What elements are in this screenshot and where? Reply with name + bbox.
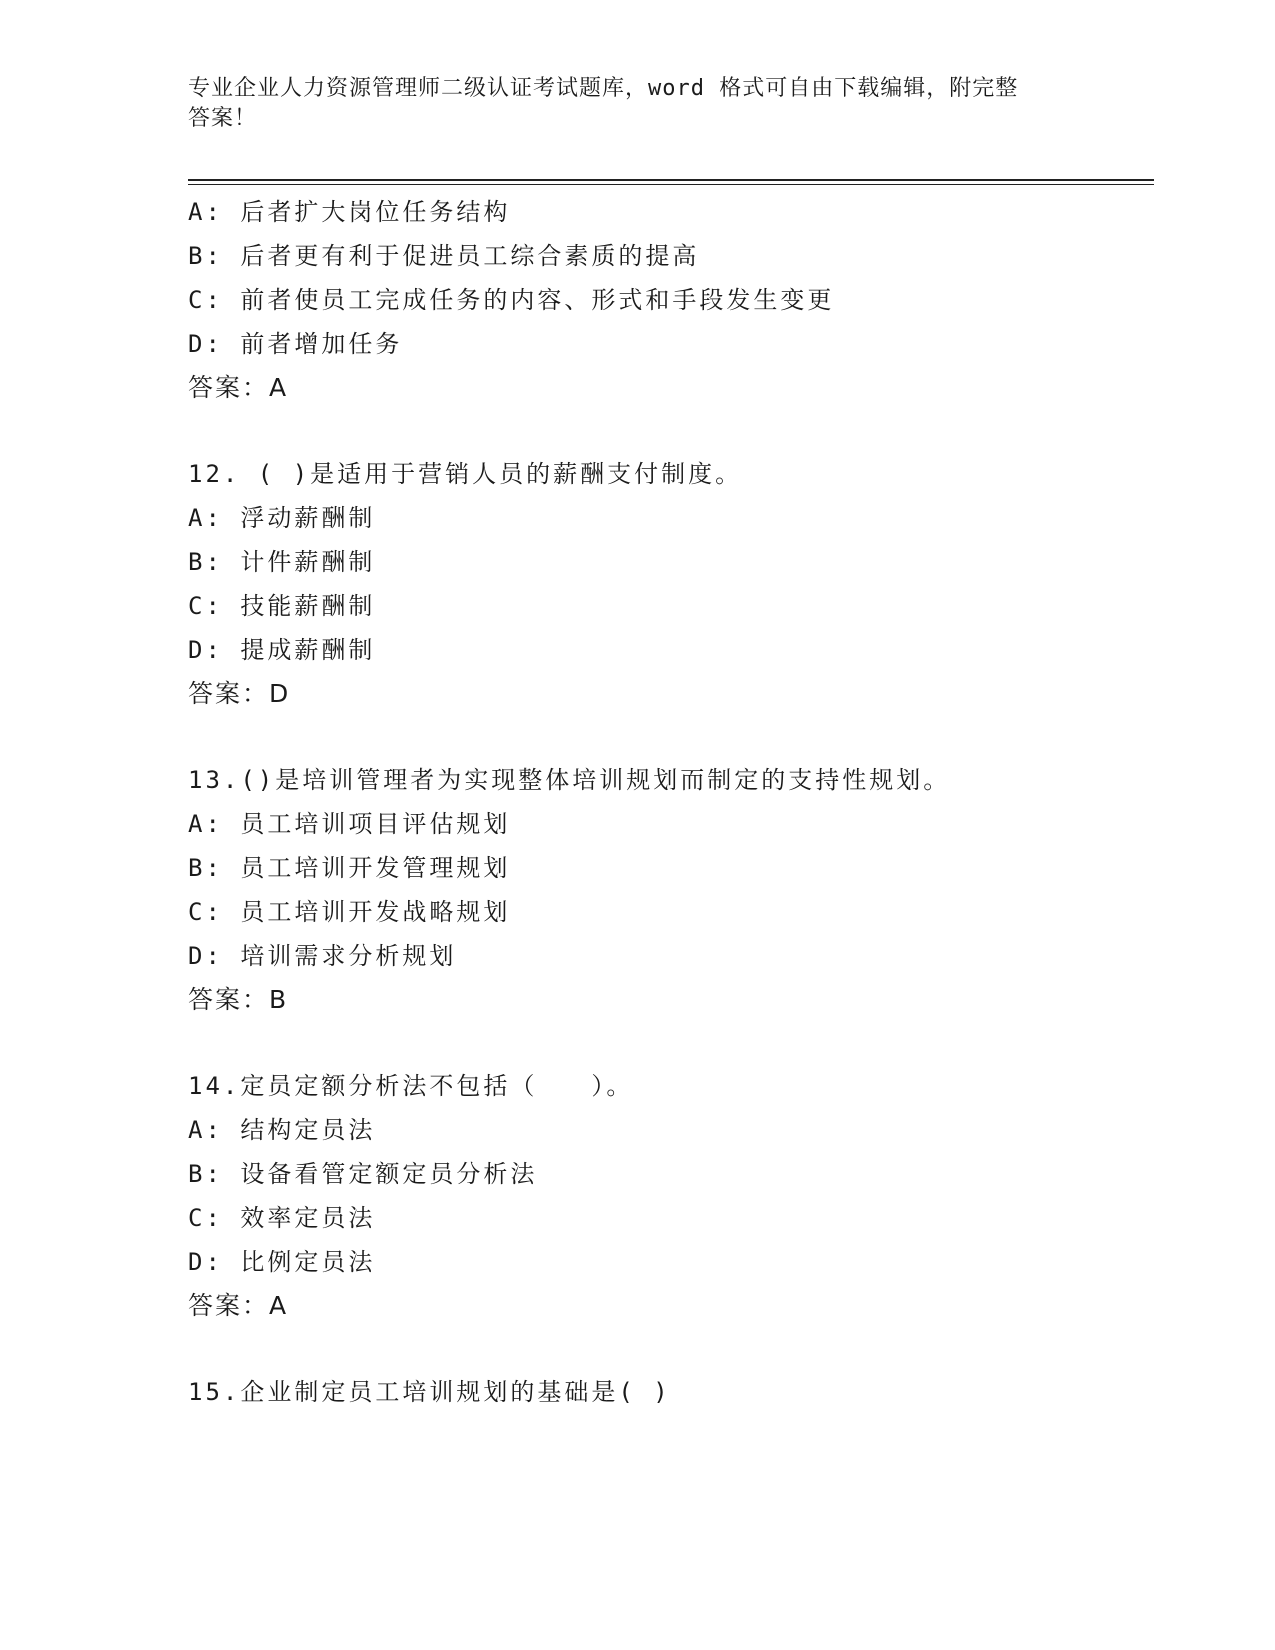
- option-d: D: 培训需求分析规划: [188, 942, 457, 970]
- header-line-1: 专业企业人力资源管理师二级认证考试题库，word 格式可自由下载编辑，附完整: [188, 76, 1019, 101]
- option-c: C: 员工培训开发战略规划: [188, 898, 511, 926]
- option-b: B: 设备看管定额定员分析法: [188, 1160, 538, 1188]
- question-stem: 12. ( )是适用于营销人员的薪酬支付制度。: [188, 460, 743, 488]
- option-a: A: 浮动薪酬制: [188, 504, 376, 532]
- header-divider-thin: [188, 184, 1154, 185]
- option-b: B: 后者更有利于促进员工综合素质的提高: [188, 242, 700, 270]
- answer-line: 答案：D: [188, 679, 291, 708]
- option-d: D: 比例定员法: [188, 1248, 376, 1276]
- document-header: [188, 74, 1088, 134]
- option-a: A: 后者扩大岗位任务结构: [188, 198, 511, 226]
- option-b: B: 员工培训开发管理规划: [188, 854, 511, 882]
- question-stem: 14.定员定额分析法不包括（ ）。: [188, 1072, 634, 1100]
- option-c: C: 技能薪酬制: [188, 592, 376, 620]
- option-b: B: 计件薪酬制: [188, 548, 376, 576]
- option-c: C: 前者使员工完成任务的内容、形式和手段发生变更: [188, 286, 835, 314]
- question-stem: 15.企业制定员工培训规划的基础是( ): [188, 1378, 671, 1406]
- answer-line: 答案：A: [188, 373, 289, 402]
- answer-line: 答案：A: [188, 1291, 289, 1320]
- header-line-2: 答案！: [188, 106, 258, 131]
- option-d: D: 提成薪酬制: [188, 636, 376, 664]
- header-divider-thick: [188, 179, 1154, 181]
- answer-line: 答案：B: [188, 985, 289, 1014]
- option-c: C: 效率定员法: [188, 1204, 376, 1232]
- question-stem: 13.()是培训管理者为实现整体培训规划而制定的支持性规划。: [188, 766, 951, 794]
- option-d: D: 前者增加任务: [188, 330, 403, 358]
- option-a: A: 结构定员法: [188, 1116, 376, 1144]
- option-a: A: 员工培训项目评估规划: [188, 810, 511, 838]
